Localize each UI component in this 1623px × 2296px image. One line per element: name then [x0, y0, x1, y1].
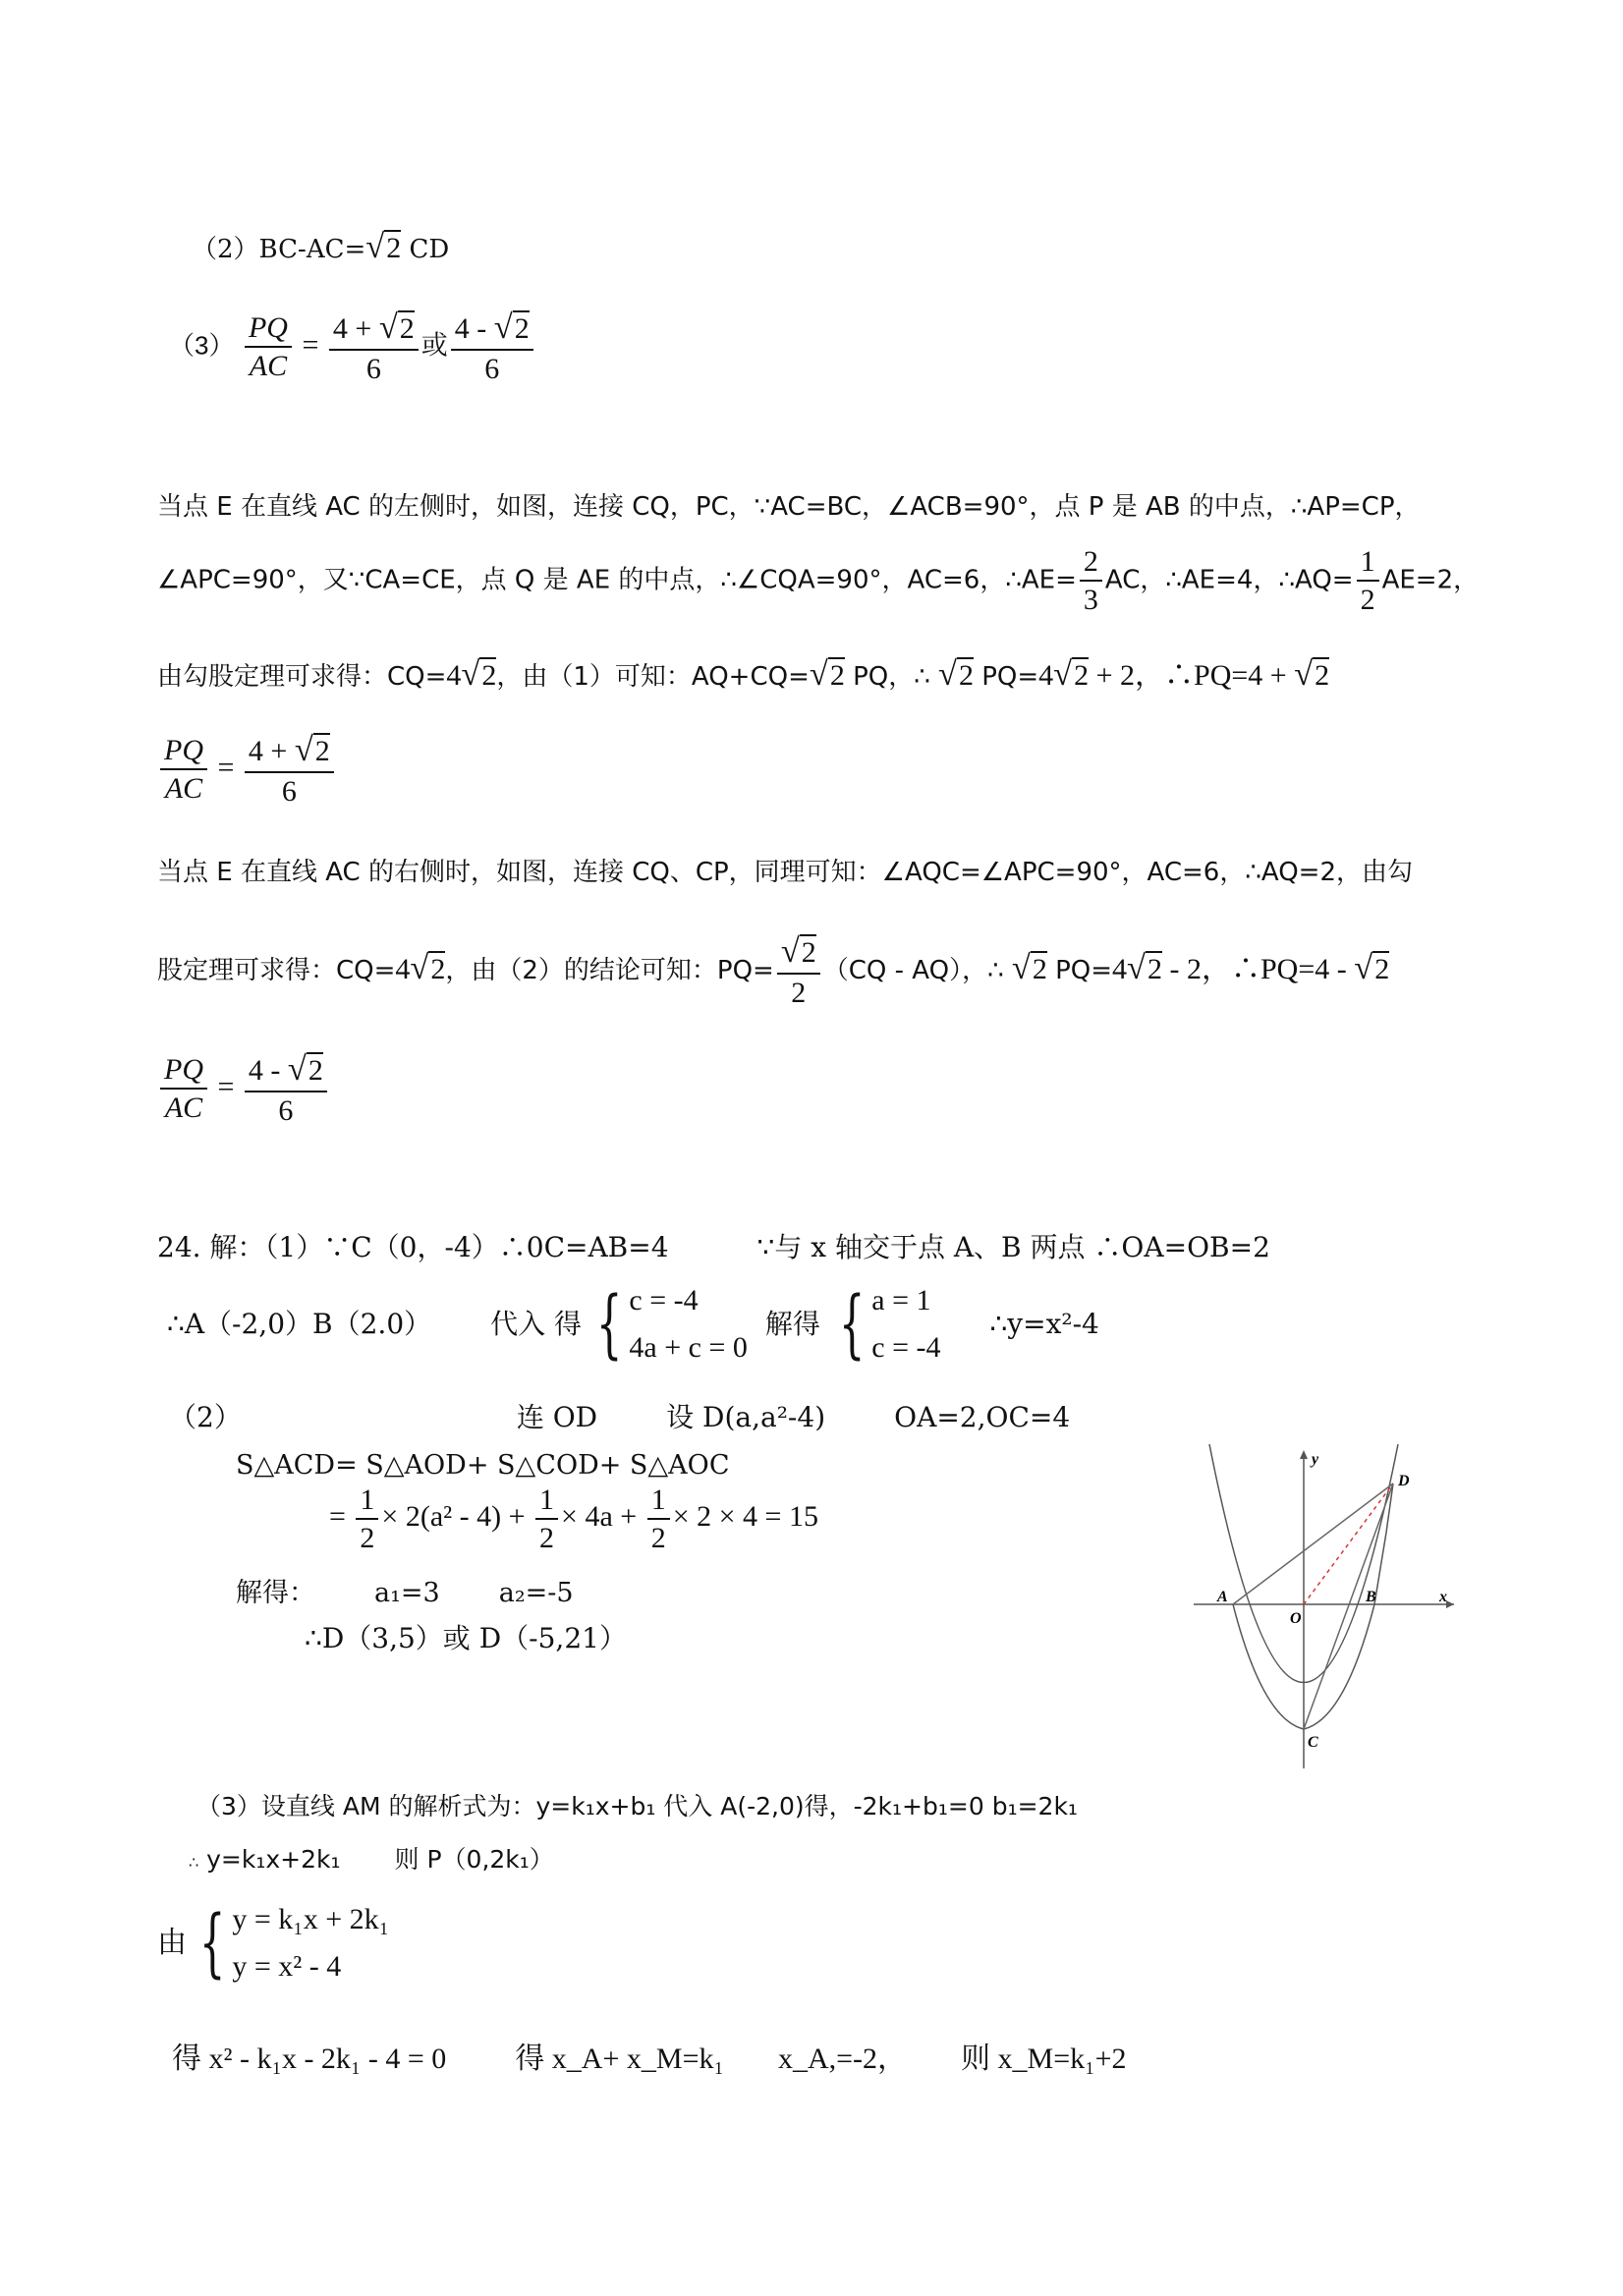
- q24-solution-line: 解得： a₁=3 a₂=-5: [236, 1578, 574, 1608]
- q24-part2-line: （2） 连 OD 设 D(a,a²-4) OA=2,OC=4: [169, 1401, 1071, 1433]
- left-case-line-3: 由勾股定理可求得：CQ=4√2，由（1）可知：AQ+CQ=√2 PQ，∴ √2 PQ=4√2 + 2，∴PQ=4 + √2: [157, 655, 1330, 693]
- line-cd: [1304, 1484, 1393, 1729]
- right-case-line-2: 股定理可求得：CQ=4√2，由（2）的结论可知：PQ= $\frac{√2}{2}$ （CQ - AQ），∴ √2 PQ=4√2 - 2，∴PQ=4 - √2: [157, 932, 1390, 1009]
- or-word: 或: [420, 330, 448, 362]
- q24-area-sum: S△ACD= S△AOD+ S△COD+ S△AOC: [236, 1450, 730, 1481]
- q24-line-2: ∴A（-2,0）B（2.0） 代入 得 { c = -4 4a + c = 0 解得 { a = 1 c = -4 ∴y=x²-4: [167, 1279, 1099, 1368]
- line-ad: [1233, 1484, 1393, 1604]
- label-o: O: [1290, 1610, 1302, 1627]
- q24-line-1: 24. 解：（1）∵C（0，-4）∴0C=AB=4 ∵与 x 轴交于点 A、B 两点 ∴OA=OB=2: [157, 1231, 1270, 1263]
- system-1: { c = -4 4a + c = 0: [595, 1279, 748, 1368]
- label-d: D: [1398, 1473, 1410, 1489]
- right-case-result: $\frac{PQ}{AC}$ = $\frac{4 - √2}{6}$: [157, 1051, 330, 1127]
- pq-ac-fraction: $\frac{PQ}{AC}$: [245, 311, 292, 382]
- q24-part3-system: 由 { y = k₁x + 2k₁ y = x² - 4: [157, 1898, 390, 1987]
- q24-part3-line-1: （3）设直线 AM 的解析式为：y=k₁x+b₁ 代入 A(-2,0)得，-2k₁+b₁=0 b₁=2k₁: [196, 1792, 1078, 1820]
- equals: =: [302, 328, 319, 362]
- left-case-result: $\frac{PQ}{AC}$ = $\frac{4 + √2}{6}$: [157, 732, 337, 808]
- label-y: y: [1312, 1451, 1319, 1468]
- line-od: [1304, 1484, 1393, 1604]
- two-thirds-fraction: $\frac{2}{3}$: [1080, 545, 1102, 616]
- q24-area-equation: = $\frac{1}{2}$ × 2(a² - 4) + $\frac{1}{2}$ × 4a + $\frac{1}{2}$ × 2 × 4 = 15: [329, 1484, 818, 1554]
- label-c: C: [1308, 1734, 1318, 1751]
- sqrt-2: √2: [365, 228, 402, 265]
- part3-line: [169, 309, 536, 385]
- answer-b-fraction: $\frac{4 - √2}{6}$: [451, 309, 533, 385]
- left-case-line-2: ∠APC=90°，又∵CA=CE，点 Q 是 AE 的中点，∴∠CQA=90°，AC=6，∴AE= $\frac{2}{3}$ AC，∴AE=4，∴AQ= $\frac{1}{2}$ AE=2，: [157, 545, 1480, 616]
- q24-part3-line-2: ∴ y=k₁x+2k₁ 则 P（0,2k₁）: [189, 1845, 554, 1874]
- system-2: { a = 1 c = -4: [838, 1279, 941, 1368]
- parabola-figure: [1194, 1444, 1459, 1768]
- label-a: A: [1217, 1589, 1228, 1605]
- answer-a-fraction: $\frac{4 + √2}{6}$: [329, 309, 419, 385]
- part2-label: （2）: [192, 235, 259, 264]
- part2-tail: CD: [409, 235, 450, 264]
- inner-curve: [1233, 1484, 1393, 1729]
- one-half-fraction: $\frac{1}{2}$: [1357, 545, 1379, 616]
- part2-lhs: BC-AC=: [258, 235, 366, 264]
- label-x: x: [1439, 1589, 1447, 1605]
- left-case-line-1: 当点 E 在直线 AC 的左侧时，如图，连接 CQ，PC，∵AC=BC，∠ACB=90°，点 P 是 AB 的中点，∴AP=CP，: [157, 492, 1421, 522]
- right-case-line-1: 当点 E 在直线 AC 的右侧时，如图，连接 CQ、CP，同理可知：∠AQC=∠APC=90°，AC=6，∴AQ=2，由勾: [157, 858, 1413, 887]
- q24-d-result: ∴D（3,5）或 D（-5,21）: [305, 1622, 627, 1654]
- part3-label: （3）: [169, 330, 235, 361]
- sqrt2-over-2-fraction: $\frac{√2}{2}$: [777, 933, 820, 1009]
- label-b: B: [1366, 1589, 1376, 1605]
- part2-line: [192, 226, 449, 268]
- q24-part3-last: 得 x² - k₁x - 2k₁ - 4 = 0 得 x_A+ x_M=k₁ x_A,=-2， 则 x_M=k₁+2: [172, 2043, 1127, 2075]
